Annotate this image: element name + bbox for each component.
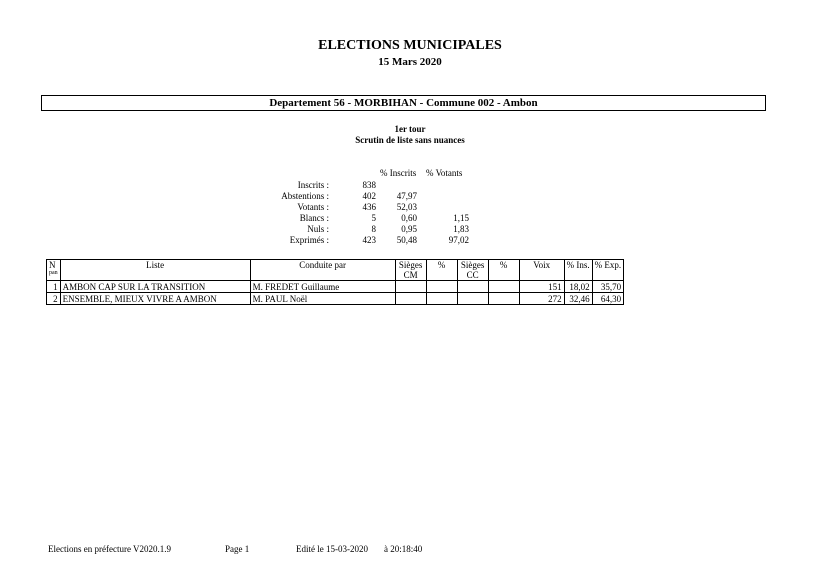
cell-voix: 151 <box>519 281 564 293</box>
table-header-row <box>47 260 624 281</box>
footer-edited-time: à 20:18:40 <box>384 544 423 554</box>
pct-votants-header: % Votants <box>426 168 463 178</box>
cell-conduite: M. FREDET Guillaume <box>250 281 395 293</box>
cell-pct-cm <box>426 281 457 293</box>
pct-inscrits-header: % Inscrits <box>380 168 417 178</box>
stat-value: 8 <box>371 224 376 234</box>
cell-voix: 272 <box>519 293 564 305</box>
cell-sieges-cc <box>457 293 488 305</box>
results-table <box>46 259 624 305</box>
document-date: 15 Mars 2020 <box>378 56 442 68</box>
cell-sieges-cm <box>395 293 426 305</box>
col-header-liste: Liste <box>60 260 250 281</box>
col-header-pct-cm: % <box>426 260 457 281</box>
col-header-conduite: Conduite par <box>250 260 395 281</box>
stat-pct-inscrits: 0,60 <box>401 213 417 223</box>
stat-pct-votants: 97,02 <box>448 235 469 245</box>
cell-liste: AMBON CAP SUR LA TRANSITION <box>60 281 250 293</box>
department-banner: Departement 56 - MORBIHAN - Commune 002 - Ambon <box>41 95 766 111</box>
footer-edited-date: Edité le 15-03-2020 <box>296 544 368 554</box>
stat-pct-inscrits: 47,97 <box>396 191 417 201</box>
col-header-sieges-cm: Sièges CM <box>395 260 426 281</box>
scrutin-label: Scrutin de liste sans nuances <box>355 135 465 145</box>
stat-pct-inscrits: 0,95 <box>401 224 417 234</box>
stat-pct-votants: 1,15 <box>453 213 469 223</box>
cell-n: 1 <box>47 281 61 293</box>
stat-label: Abstentions : <box>281 191 329 201</box>
cell-sieges-cc <box>457 281 488 293</box>
stat-label: Exprimés : <box>289 235 329 245</box>
cell-conduite: M. PAUL Noël <box>250 293 395 305</box>
stat-value: 402 <box>362 191 376 201</box>
stat-label: Blancs : <box>299 213 329 223</box>
cell-pct-cc <box>488 293 519 305</box>
cell-sieges-cm <box>395 281 426 293</box>
footer-page: Page 1 <box>225 544 250 554</box>
table-row <box>47 281 624 293</box>
col-header-pct-exp: % Exp. <box>592 260 624 281</box>
col-header-n: N pan <box>47 260 61 281</box>
stat-pct-inscrits: 50,48 <box>396 235 417 245</box>
stat-pct-inscrits: 52,03 <box>396 202 417 212</box>
cell-pct-cm <box>426 293 457 305</box>
stat-label: Nuls : <box>307 224 329 234</box>
stat-pct-votants: 1,83 <box>453 224 469 234</box>
stat-value: 5 <box>371 213 376 223</box>
col-header-sieges-cc: Sièges CC <box>457 260 488 281</box>
cell-pct-exp: 64,30 <box>592 293 624 305</box>
tour-label: 1er tour <box>394 124 426 134</box>
cell-n: 2 <box>47 293 61 305</box>
table-row <box>47 293 624 305</box>
stat-value: 423 <box>362 235 376 245</box>
col-header-voix: Voix <box>519 260 564 281</box>
footer-version: Elections en préfecture V2020.1.9 <box>48 544 172 554</box>
stat-value: 436 <box>362 202 376 212</box>
col-header-pct-cc: % <box>488 260 519 281</box>
document-title: ELECTIONS MUNICIPALES <box>318 38 502 53</box>
col-header-pct-ins: % Ins. <box>564 260 592 281</box>
cell-pct-cc <box>488 281 519 293</box>
cell-pct-ins: 32,46 <box>564 293 592 305</box>
stat-value: 838 <box>362 180 376 190</box>
stat-label: Votants : <box>297 202 329 212</box>
cell-pct-ins: 18,02 <box>564 281 592 293</box>
cell-liste: ENSEMBLE, MIEUX VIVRE A AMBON <box>60 293 250 305</box>
cell-pct-exp: 35,70 <box>592 281 624 293</box>
stat-label: Inscrits : <box>297 180 329 190</box>
